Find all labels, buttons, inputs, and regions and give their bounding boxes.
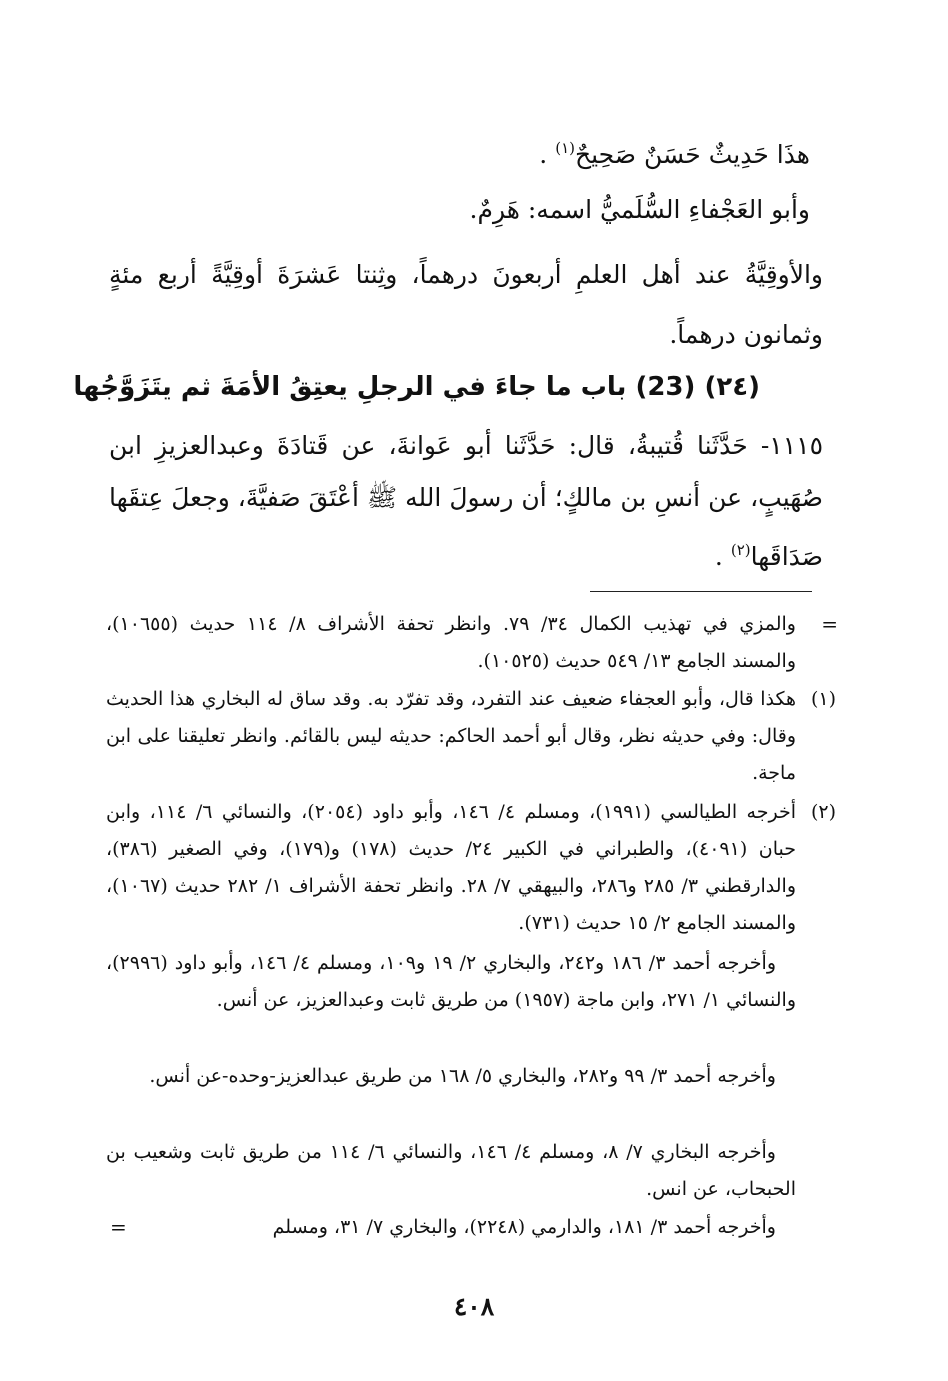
verdict-text: هذَا حَدِيثٌ حَسَنٌ صَحِيحٌ bbox=[574, 140, 810, 169]
footnote-2-part-a: أخرجه الطيالسي (١٩٩١)، ومسلم ٤/ ١٤٦، وأبو داود (٢٠٥٤)، والنسائي ٦/ ١١٤، وابن حبان (٤٠٩١)، والطبراني في الكبير ٢٤/ حديث (١٧٨) و(١٧٩)، وفي الصغير (٣٨٦)، والدارقطني ٣/ ٢٨٥ و٢٨٦، والبيهقي ٧/ ٢٨. وانظر تحفة الأشراف ١/ ٢٨٢ حديث (١٠٦٧)، والمسند الجامع ٢/ ١٥ حديث (٧٣١). bbox=[106, 801, 796, 934]
footnote-1: هكذا قال، وأبو العجفاء ضعيف عند التفرد، وقد تفرّد به. وقد ساق له البخاري هذا الحديث وقال: وفي حديثه نظر، وقال أبو أحمد الحاكم: حديثه ليس بالقائم. وانظر تعليقنا على ابن ماجة. bbox=[106, 688, 796, 784]
ounce-definition-paragraph: والأوقِيَّةُ عند أهل العلمِ أربعونَ درهماً، وثِنتا عَشرَةَ أوقِيَّةً أربع مئةٍ وثمانون درهماً. bbox=[109, 260, 823, 349]
page-number: ٤٠٨ bbox=[453, 1292, 495, 1321]
footnote-2-marker: (٢) bbox=[810, 801, 836, 823]
hadith-end: . bbox=[714, 542, 731, 571]
footnote-2-part-c: وأخرجه أحمد ٣/ ٩٩ و٢٨٢، والبخاري ٥/ ١٦٨ من طريق عبدالعزيز-وحده-عن أنس. bbox=[149, 1065, 776, 1087]
footnote-ref-1: (١) bbox=[555, 139, 575, 157]
footnote-2-part-d: وأخرجه البخاري ٧/ ٨، ومسلم ٤/ ١٤٦، والنسائي ٦/ ١١٤ من طريق ثابت وشعيب بن الحبحاب، عن انس. bbox=[106, 1141, 796, 1200]
continued-marker: = bbox=[110, 1215, 127, 1239]
narrator-name-line: وأبو العَجْفاءِ السُّلَميُّ اسمه: هَرِمٌ. bbox=[469, 195, 810, 224]
continuation-marker: = bbox=[821, 612, 838, 636]
footnote-1-marker: (١) bbox=[810, 688, 836, 710]
footnote-continuation: والمزي في تهذيب الكمال ٣٤/ ٧٩. وانظر تحفة الأشراف ٨/ ١١٤ حديث (١٠٦٥٥)، والمسند الجامع ١٣/ ٥٤٩ حديث (١٠٥٢٥). bbox=[106, 613, 796, 672]
footnote-ref-2: (٢) bbox=[730, 541, 751, 559]
footnote-2-part-e: وأخرجه أحمد ٣/ ١٨١، والدارمي (٢٢٤٨)، والبخاري ٧/ ٣١، ومسلم bbox=[272, 1216, 776, 1238]
footnote-2-part-b: وأخرجه أحمد ٣/ ١٨٦ و٢٤٢، والبخاري ٢/ ١٩ و١٠٩، ومسلم ٤/ ١٤٦، وأبو داود (٢٩٩٦)، والنسائي ١/ ٢٧١، وابن ماجة (١٩٥٧) من طريق ثابت وعبدالعزيز، عن أنس. bbox=[106, 952, 796, 1011]
verdict-line bbox=[110, 118, 810, 185]
hadith-text: ١١١٥- حَدَّثَنا قُتيبةُ، قال: حَدَّثَنا أبو عَوانةَ، عن قَتادَةَ وعبدالعزيزِ ابن صُهَيبٍ، عن أنسِ بن مالكٍ؛ أن رسولَ الله ﷺ أعْتَقَ صَفيَّةَ، وجعلَ عِتقَها صَدَاقَها bbox=[109, 431, 824, 571]
footnote-separator bbox=[590, 591, 812, 592]
hadith-paragraph bbox=[109, 420, 823, 583]
chapter-heading: (٢٤) (23) باب ما جاءَ في الرجلِ يعتِقُ الأمَةَ ثم يتَزَوَّجُها bbox=[73, 372, 760, 402]
verdict-end: . bbox=[539, 140, 556, 169]
